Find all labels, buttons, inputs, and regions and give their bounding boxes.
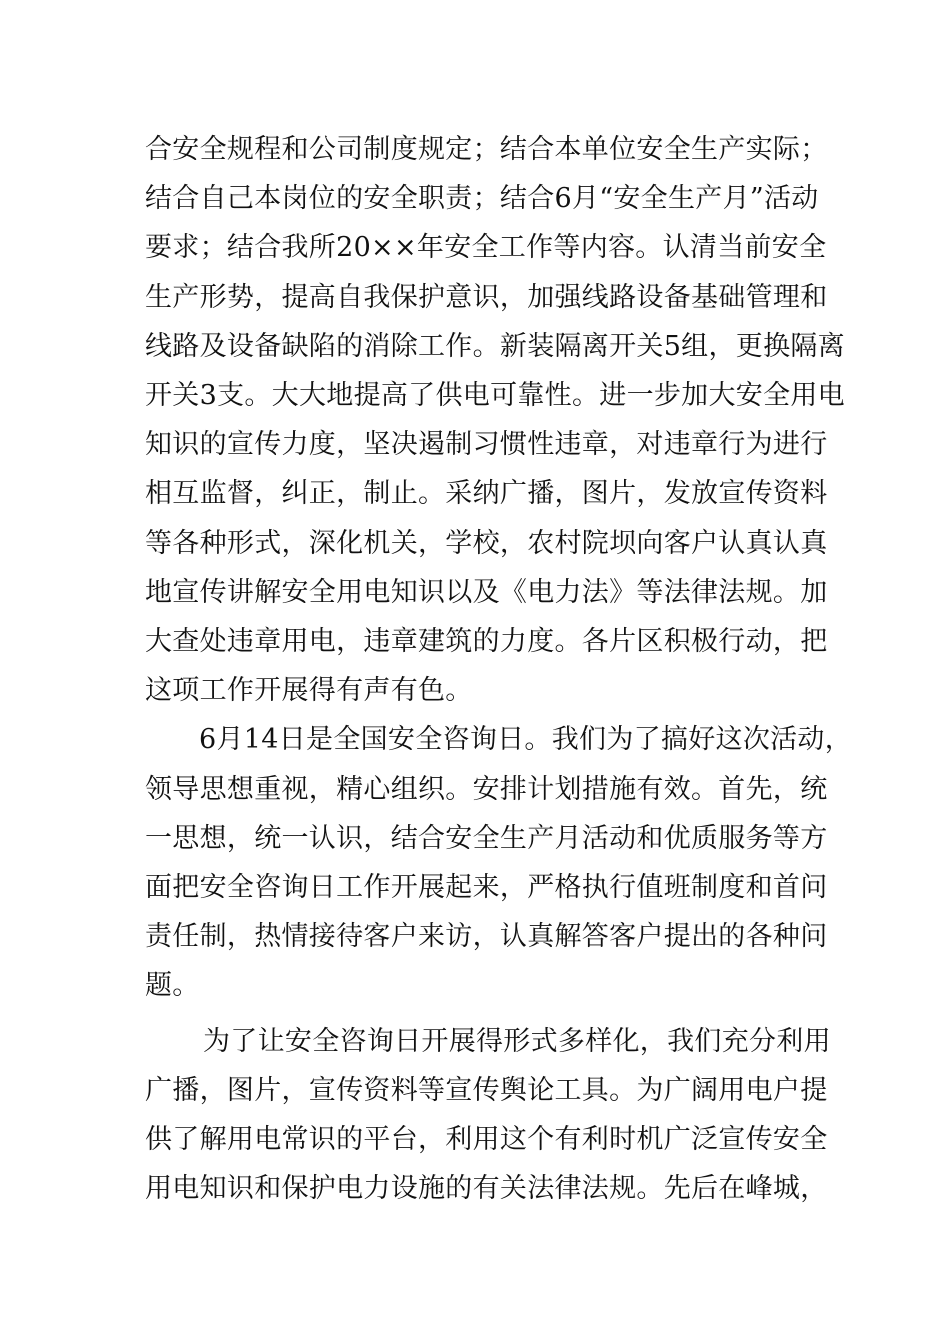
document-page <box>145 125 853 1213</box>
text-line: 用电知识和保护电力设施的有关法律法规。先后在峰城， <box>145 1173 828 1205</box>
text-line: 地宣传讲解安全用电知识以及《电力法》等法律法规。加 <box>145 576 828 608</box>
text-line: 一思想，统一认识，结合安全生产月活动和优质服务等方 <box>145 822 828 854</box>
text-line: 生产形势，提高自我保护意识，加强线路设备基础管理和 <box>145 281 828 313</box>
text-line: 这项工作开展得有声有色。 <box>145 675 473 707</box>
paragraph-safety-measures <box>145 125 845 715</box>
text-line: 开关3支。大大地提高了供电可靠性。进一步加大安全用电 <box>145 380 845 412</box>
text-line: 线路及设备缺陷的消除工作。新装隔离开关5组，更换隔离 <box>145 330 845 362</box>
text-line: 结合自己本岗位的安全职责；结合6月“安全生产月”活动 <box>145 183 819 215</box>
paragraph-publicity <box>145 1017 831 1214</box>
text-line: 相互监督，纠正，制止。采纳广播，图片，发放宣传资料 <box>145 478 828 510</box>
text-line: 等各种形式，深化机关，学校，农村院坝向客户认真认真 <box>145 527 828 559</box>
text-line: 为了让安全咨询日开展得形式多样化，我们充分利用 <box>203 1025 831 1057</box>
text-line: 知识的宣传力度，坚决遏制习惯性违章，对违章行为进行 <box>145 429 828 461</box>
text-line: 领导思想重视，精心组织。安排计划措施有效。首先，统 <box>145 773 828 805</box>
text-line: 广播，图片，宣传资料等宣传舆论工具。为广阔用电户提 <box>145 1074 828 1106</box>
text-line: 供了解用电常识的平台，利用这个有利时机广泛宣传安全 <box>145 1124 828 1156</box>
text-line: 6月14日是全国安全咨询日。我们为了搞好这次活动， <box>199 724 853 756</box>
paragraph-consultation-day <box>145 715 853 1010</box>
text-line: 题。 <box>145 970 200 1002</box>
text-line: 面把安全咨询日工作开展起来，严格执行值班制度和首问 <box>145 872 828 904</box>
text-line: 大查处违章用电，违章建筑的力度。各片区积极行动，把 <box>145 626 828 658</box>
text-line: 合安全规程和公司制度规定；结合本单位安全生产实际； <box>145 134 828 165</box>
text-line: 责任制，热情接待客户来访，认真解答客户提出的各种问 <box>145 921 828 953</box>
text-line: 要求；结合我所20××年安全工作等内容。认清当前安全 <box>145 232 827 264</box>
